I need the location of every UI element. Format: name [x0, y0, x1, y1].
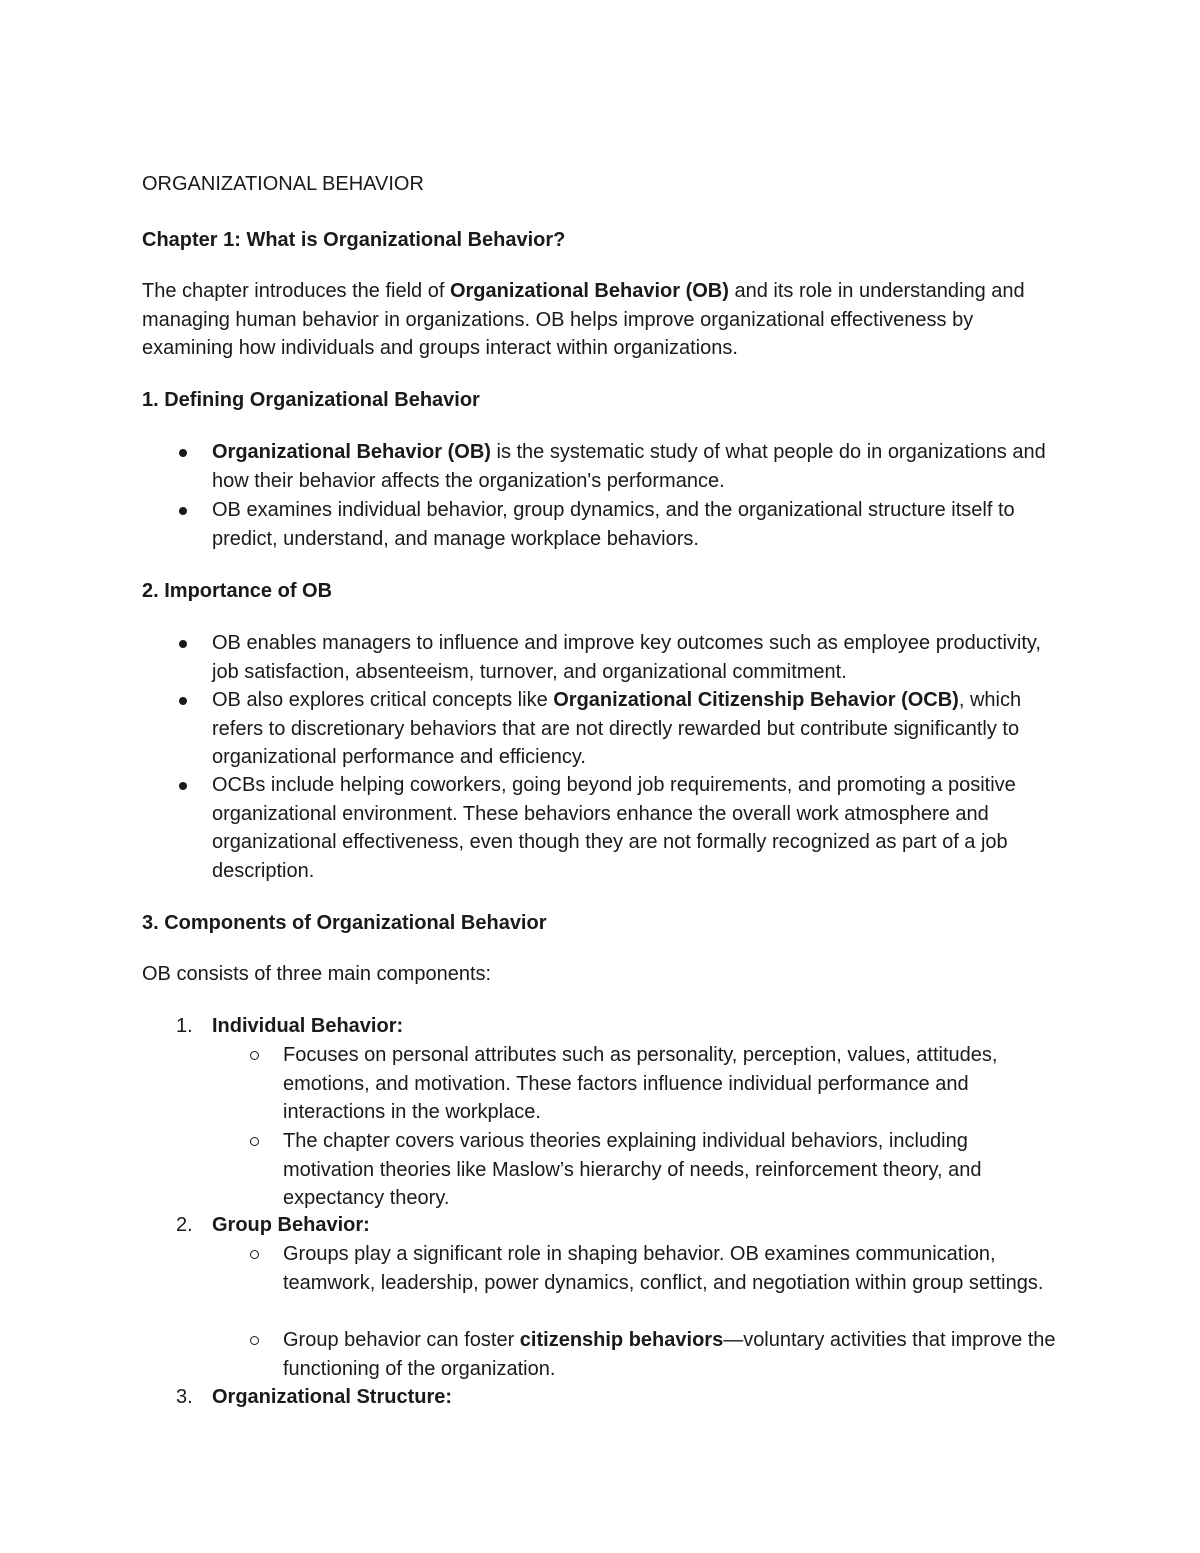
list-number: 3. [176, 1386, 193, 1408]
intro-paragraph [142, 277, 1062, 363]
section1-bullet1-bold: Organizational Behavior (OB) [212, 441, 491, 463]
section3-item3-label: Organizational Structure: [212, 1386, 453, 1408]
section3-intro: OB consists of three main components: [142, 963, 492, 985]
bullet-dot-icon [179, 507, 187, 515]
section2-bullet2-after: , which refers to discretionary behaviors that are not directly rewarded but contribute significantly to organizational performance and efficiency. [212, 689, 1022, 769]
section3-item1-sub2-text: The chapter covers various theories explaining individual behaviors, including motivation theories like Maslow’s hierarchy of needs, reinforcement theory, and expectancy theory. [283, 1130, 982, 1210]
hollow-bullet-icon [250, 1051, 259, 1060]
section3-item1-label: Individual Behavior: [212, 1015, 404, 1037]
section3-item2-sub-1 [283, 1240, 1062, 1297]
section2-bullet3-text: OCBs include helping coworkers, going beyond job requirements, and promoting a positive organizational environment. These behaviors enhance the overall work atmosphere and organizational effectiveness, even though they are not formally recognized as part of a job description. [212, 774, 1016, 882]
bullet-dot-icon [179, 697, 187, 705]
section3-item1-sub-2 [283, 1127, 1062, 1213]
intro-text-after: and its role in understanding and managing human behavior in organizations. OB helps improve organizational effectiveness by examining how individuals and groups interact within organizations. [142, 280, 1025, 360]
document-title: ORGANIZATIONAL BEHAVIOR [142, 173, 424, 195]
section1-bullet-1 [212, 438, 1062, 495]
section2-heading: 2. Importance of OB [142, 580, 333, 602]
intro-bold-term: Organizational Behavior (OB) [449, 280, 729, 302]
section2-bullet1-text: OB enables managers to influence and improve key outcomes such as employee productivity, job satisfaction, absenteeism, turnover, and organizational commitment. [212, 632, 1041, 683]
section2-bullet-1 [212, 629, 1062, 686]
section1-bullet2-text: OB examines individual behavior, group dynamics, and the organizational structure itself to predict, understand, and manage workplace behaviors. [212, 499, 1015, 550]
list-number: 2. [176, 1214, 193, 1236]
bullet-dot-icon [179, 449, 187, 457]
list-number: 1. [176, 1015, 193, 1037]
section3-item1-sub-1 [283, 1041, 1062, 1127]
section3-item2-label: Group Behavior: [212, 1214, 370, 1236]
section3-item-3 [176, 1383, 1062, 1412]
bullet-dot-icon [179, 640, 187, 648]
bullet-dot-icon [179, 782, 187, 790]
hollow-bullet-icon [250, 1250, 259, 1259]
section3-item2-sub-2 [283, 1326, 1062, 1383]
section2-bullet-2 [212, 686, 1062, 772]
section2-bullet2-bold: Organizational Citizenship Behavior (OCB) [553, 689, 959, 711]
section3-heading: 3. Components of Organizational Behavior [142, 912, 547, 934]
section3-item2-sub1-text: Groups play a significant role in shaping behavior. OB examines communication, teamwork, leadership, power dynamics, conflict, and negotiation within group settings. [283, 1243, 1044, 1294]
section2-bullet-3 [212, 771, 1062, 885]
section2-bullet2-before: OB also explores critical concepts like [212, 689, 554, 711]
hollow-bullet-icon [250, 1137, 259, 1146]
section1-bullet1-text: is the systematic study of what people do in organizations and how their behavior affects the organization's performance. [212, 441, 1046, 492]
section3-item-2 [176, 1211, 1062, 1240]
section3-item1-sub1-text: Focuses on personal attributes such as personality, perception, values, attitudes, emotions, and motivation. These factors influence individual performance and interactions in the workplace. [283, 1044, 998, 1124]
section3-item-1 [176, 1012, 1062, 1041]
section3-item2-sub2-bold: citizenship behaviors [519, 1329, 724, 1351]
section1-bullet-2 [212, 496, 1062, 553]
section3-item2-sub2-before: Group behavior can foster [283, 1329, 520, 1351]
hollow-bullet-icon [250, 1336, 259, 1345]
section1-heading: 1. Defining Organizational Behavior [142, 389, 480, 411]
intro-text-before: The chapter introduces the field of [142, 280, 450, 302]
section3-item2-sub2-after: —voluntary activities that improve the functioning of the organization. [283, 1329, 1056, 1380]
chapter-title: Chapter 1: What is Organizational Behavior? [142, 229, 566, 251]
